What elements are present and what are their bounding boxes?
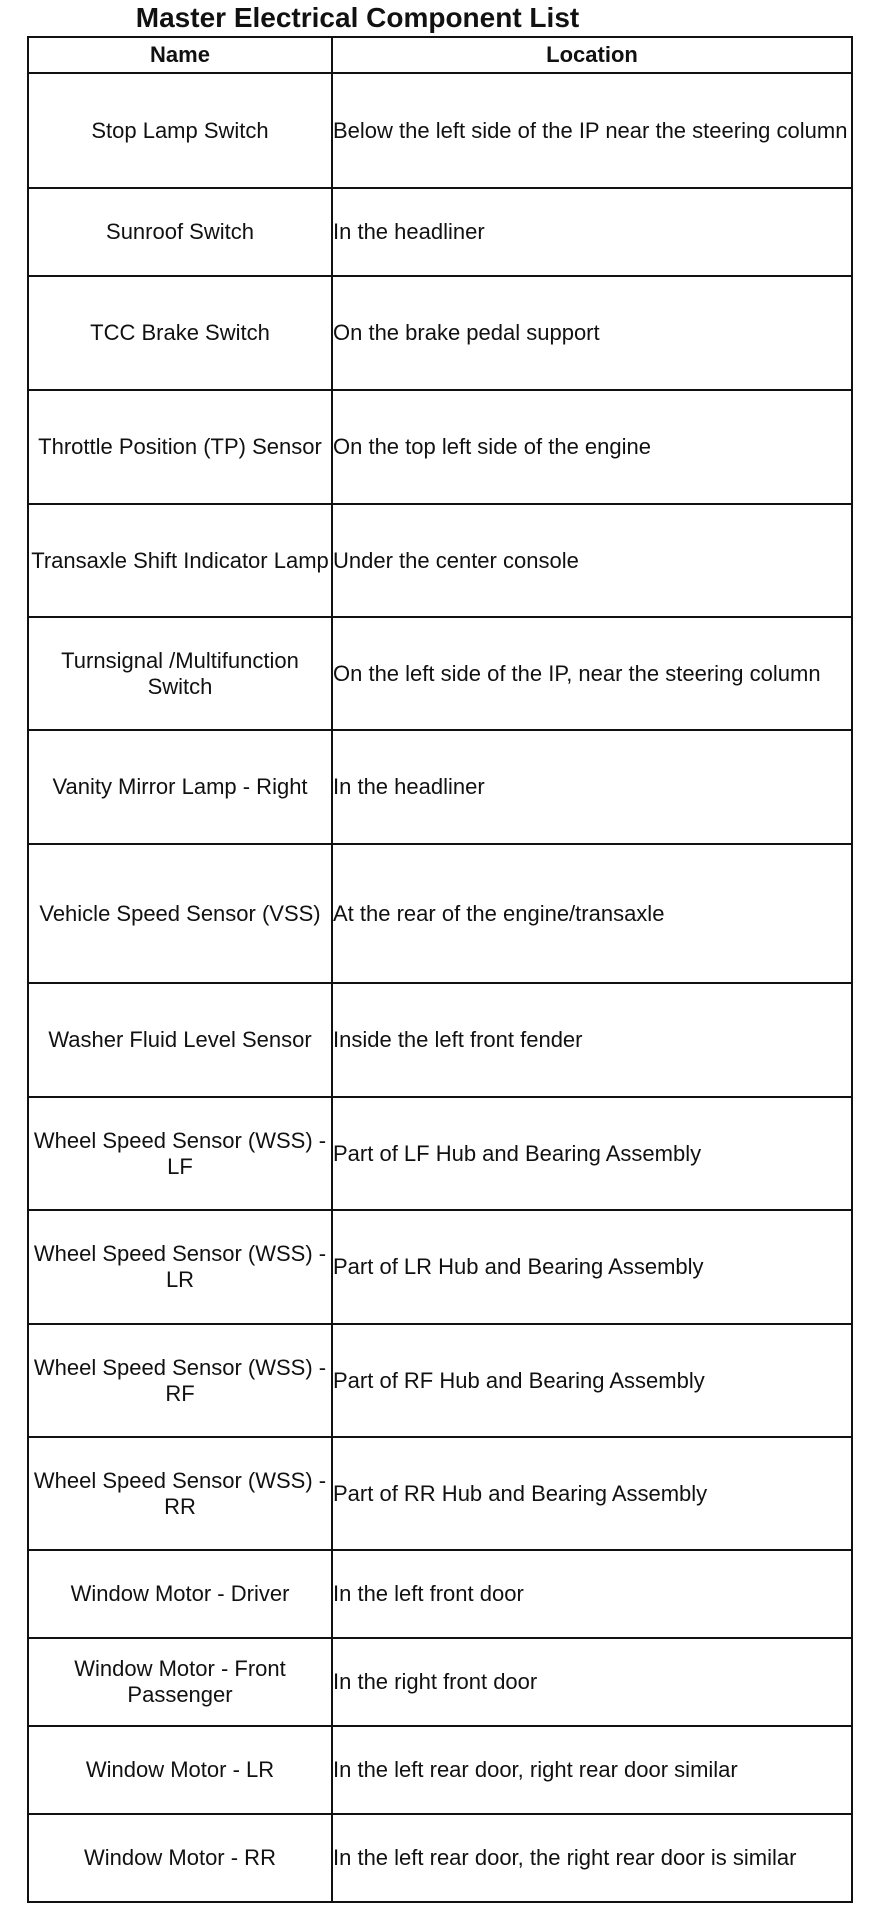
component-name: Window Motor - Driver: [28, 1550, 332, 1638]
table-row: [28, 1210, 852, 1324]
component-name: Vanity Mirror Lamp - Right: [28, 730, 332, 844]
table-row: [28, 390, 852, 504]
component-location: Part of LR Hub and Bearing Assembly: [332, 1210, 852, 1324]
component-location: On the brake pedal support: [332, 276, 852, 390]
table-row: [28, 1097, 852, 1210]
component-name: Sunroof Switch: [28, 188, 332, 276]
component-location: Under the center console: [332, 504, 852, 617]
header-row: [28, 37, 852, 73]
component-name: Stop Lamp Switch: [28, 73, 332, 188]
table-row: [28, 617, 852, 730]
component-location: On the left side of the IP, near the steering column: [332, 617, 852, 730]
component-name: Throttle Position (TP) Sensor: [28, 390, 332, 504]
component-name: Wheel Speed Sensor (WSS) - RF: [28, 1324, 332, 1437]
table-row: [28, 73, 852, 188]
component-name: Window Motor - LR: [28, 1726, 332, 1814]
table-row: [28, 504, 852, 617]
component-name: Wheel Speed Sensor (WSS) - LR: [28, 1210, 332, 1324]
component-location: In the headliner: [332, 188, 852, 276]
table-row: [28, 1726, 852, 1814]
component-name: Washer Fluid Level Sensor: [28, 983, 332, 1097]
component-name: Transaxle Shift Indicator Lamp: [28, 504, 332, 617]
component-name: Wheel Speed Sensor (WSS) - LF: [28, 1097, 332, 1210]
component-location: In the right front door: [332, 1638, 852, 1726]
component-name: Wheel Speed Sensor (WSS) - RR: [28, 1437, 332, 1550]
component-name: Window Motor - RR: [28, 1814, 332, 1902]
component-location: In the left rear door, right rear door similar: [332, 1726, 852, 1814]
component-name: Turnsignal /Multifunction Switch: [28, 617, 332, 730]
table-row: [28, 1814, 852, 1902]
table-row: [28, 188, 852, 276]
component-location: In the left rear door, the right rear door is similar: [332, 1814, 852, 1902]
component-name: Vehicle Speed Sensor (VSS): [28, 844, 332, 983]
table-row: [28, 1437, 852, 1550]
table-row: [28, 844, 852, 983]
component-location: At the rear of the engine/transaxle: [332, 844, 852, 983]
component-location: Inside the left front fender: [332, 983, 852, 1097]
component-location: In the headliner: [332, 730, 852, 844]
component-name: TCC Brake Switch: [28, 276, 332, 390]
table-row: [28, 730, 852, 844]
table-row: [28, 983, 852, 1097]
component-location: Below the left side of the IP near the steering column: [332, 73, 852, 188]
component-location: Part of LF Hub and Bearing Assembly: [332, 1097, 852, 1210]
column-header-location: Location: [332, 37, 852, 73]
table-row: [28, 1324, 852, 1437]
table-row: [28, 276, 852, 390]
component-location: Part of RR Hub and Bearing Assembly: [332, 1437, 852, 1550]
column-header-name: Name: [28, 37, 332, 73]
component-location: In the left front door: [332, 1550, 852, 1638]
component-location: On the top left side of the engine: [332, 390, 852, 504]
component-name: Window Motor - Front Passenger: [28, 1638, 332, 1726]
component-table: [27, 36, 853, 1903]
component-location: Part of RF Hub and Bearing Assembly: [332, 1324, 852, 1437]
table-row: [28, 1550, 852, 1638]
table-row: [28, 1638, 852, 1726]
page-title: Master Electrical Component List: [135, 2, 580, 33]
